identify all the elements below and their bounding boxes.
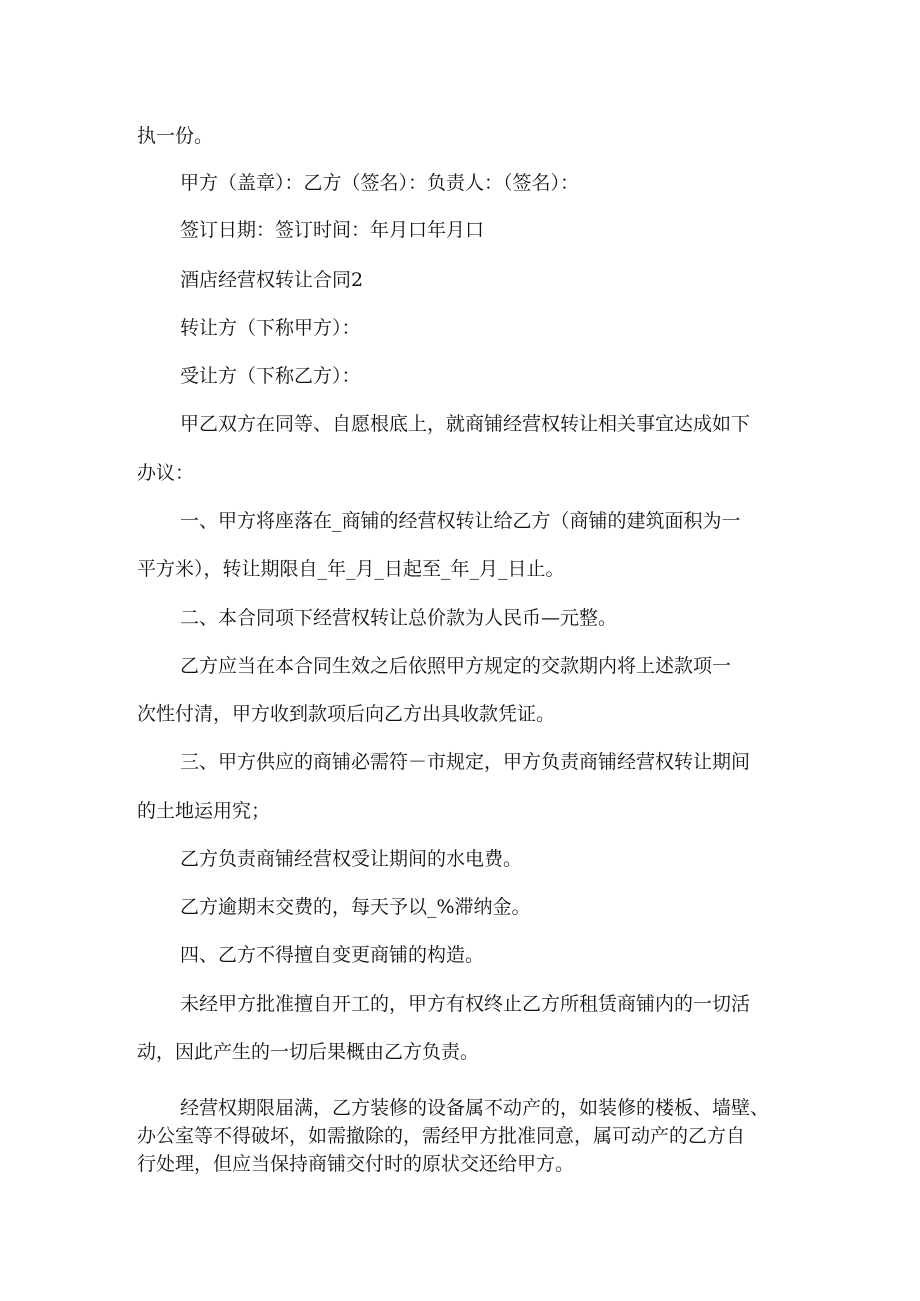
clause-1-cont: 平方米），转让期限自_年_月_日起至_年_月_日止。 [137,558,565,580]
late-fee-paragraph: 乙方逾期末交费的，每天予以_%滞纳金。 [180,896,531,918]
approval-paragraph-cont: 动，因此产生的一切后果概由乙方负责。 [137,1041,480,1063]
transferor-line: 转让方（下称甲方）： [180,317,361,339]
contract-title: 酒店经营权转让合同2 [180,269,364,291]
clause-3: 三、甲方供应的商铺必需符－市规定，甲方负责商铺经营权转让期间 [180,751,751,773]
approval-paragraph: 未经甲方批准擅自开工的，甲方有权终止乙方所租赁商铺内的一切活 [180,993,751,1015]
text-line-continuation: 执一份。 [137,125,214,147]
payment-paragraph: 乙方应当在本合同生效之后依照甲方规定的交款期内将上述款项一 [180,655,732,677]
clause-1: 一、甲方将座落在_商铺的经营权转让给乙方（商铺的建筑面积为一 [180,510,741,532]
signing-date-line: 签订日期：签订时间：年月口年月口 [180,219,485,241]
payment-paragraph-cont: 次性付清，甲方收到款项后向乙方出具收款凭证。 [137,703,556,725]
signature-line: 甲方（盖章）：乙方（签名）：负责人：（签名）： [180,172,580,194]
expiry-paragraph-cont-2: 行处理，但应当保持商铺交付时的原状交还给甲方。 [137,1153,575,1175]
clause-4: 四、乙方不得擅自变更商铺的构造。 [180,944,485,966]
clause-2: 二、本合同项下经营权转让总价款为人民币—元整。 [180,607,618,629]
transferee-line: 受让方（下称乙方）： [180,365,361,387]
clause-3-cont: 的土地运用究； [137,800,271,822]
expiry-paragraph-cont-1: 办公室等不得破坏，如需撤除的，需经甲方批准同意，属可动产的乙方自 [137,1125,746,1147]
expiry-paragraph: 经营权期限届满，乙方装修的设备属不动产的，如装修的楼板、墙壁、 [180,1097,770,1119]
paragraph-intro-cont: 办议： [137,462,195,484]
utilities-paragraph: 乙方负责商铺经营权受让期间的水电费。 [180,848,523,870]
paragraph-intro: 甲乙双方在同等、自愿根底上，就商铺经营权转让相关事宜达成如下 [180,413,751,435]
